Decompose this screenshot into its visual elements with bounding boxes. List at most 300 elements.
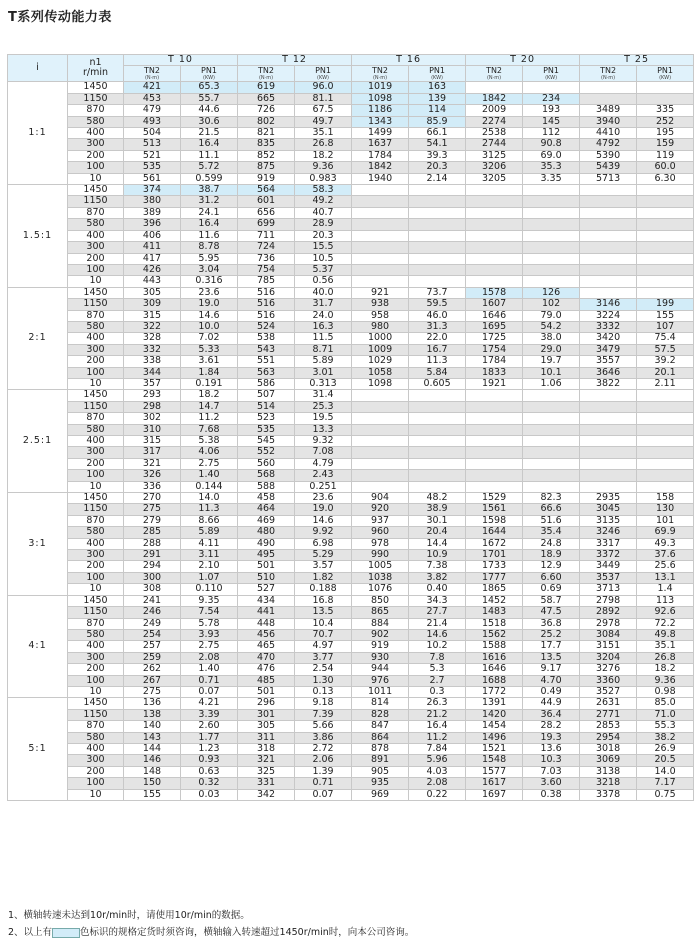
torque-cell: 259 — [124, 652, 181, 663]
torque-cell: 411 — [124, 242, 181, 253]
speed-cell: 400 — [68, 743, 124, 754]
power-cell — [409, 390, 466, 401]
torque-cell: 1019 — [352, 82, 409, 93]
power-cell: 3.86 — [295, 732, 352, 743]
torque-cell — [352, 481, 409, 492]
power-cell: 55.7 — [181, 93, 238, 104]
power-cell: 1.23 — [181, 743, 238, 754]
power-cell: 10.1 — [523, 367, 580, 378]
speed-cell: 1450 — [68, 493, 124, 504]
power-unit: (KW) — [659, 75, 672, 82]
torque-cell: 464 — [238, 504, 295, 515]
torque-cell: 1577 — [466, 766, 523, 777]
torque-cell — [352, 253, 409, 264]
torque-cell — [580, 207, 637, 218]
power-cell: 3.61 — [181, 356, 238, 367]
torque-cell: 560 — [238, 458, 295, 469]
speed-cell: 400 — [68, 436, 124, 447]
power-cell: 18.2 — [637, 664, 694, 675]
table-row — [8, 116, 694, 127]
torque-cell: 321 — [124, 458, 181, 469]
power-cell — [409, 219, 466, 230]
speed-cell: 1450 — [68, 698, 124, 709]
torque-subheader — [580, 66, 637, 82]
power-cell: 20.5 — [637, 755, 694, 766]
torque-cell: 465 — [238, 641, 295, 652]
power-cell: 17.7 — [523, 641, 580, 652]
torque-cell: 426 — [124, 264, 181, 275]
power-cell: 16.7 — [409, 344, 466, 355]
torque-cell: 148 — [124, 766, 181, 777]
table-row — [8, 367, 694, 378]
power-cell — [637, 242, 694, 253]
torque-cell: 332 — [124, 344, 181, 355]
speed-cell: 1150 — [68, 504, 124, 515]
speed-cell: 10 — [68, 686, 124, 697]
speed-cell: 580 — [68, 116, 124, 127]
power-cell: 49.3 — [637, 538, 694, 549]
torque-cell: 2978 — [580, 618, 637, 629]
torque-cell: 969 — [352, 789, 409, 800]
torque-cell: 262 — [124, 664, 181, 675]
power-cell: 26.3 — [409, 698, 466, 709]
torque-cell — [352, 436, 409, 447]
torque-cell: 374 — [124, 185, 181, 196]
torque-label: TN2 — [600, 66, 617, 76]
power-cell: 0.71 — [295, 778, 352, 789]
power-cell: 9.32 — [295, 436, 352, 447]
speed-cell: 870 — [68, 413, 124, 424]
torque-cell: 2798 — [580, 595, 637, 606]
torque-cell: 3489 — [580, 105, 637, 116]
torque-cell — [466, 242, 523, 253]
power-cell: 13.1 — [637, 572, 694, 583]
torque-cell — [352, 401, 409, 412]
table-row — [8, 93, 694, 104]
power-cell: 0.110 — [181, 584, 238, 595]
power-cell: 19.0 — [181, 299, 238, 310]
power-cell — [523, 242, 580, 253]
torque-cell: 847 — [352, 721, 409, 732]
power-cell: 3.39 — [181, 709, 238, 720]
power-cell: 1.30 — [295, 675, 352, 686]
speed-cell: 400 — [68, 333, 124, 344]
power-cell — [637, 458, 694, 469]
table-row — [8, 664, 694, 675]
power-cell — [637, 207, 694, 218]
power-cell: 163 — [409, 82, 466, 93]
torque-cell: 538 — [238, 333, 295, 344]
power-cell: 1.84 — [181, 367, 238, 378]
table-row — [8, 173, 694, 184]
power-cell: 31.7 — [295, 299, 352, 310]
torque-cell: 270 — [124, 493, 181, 504]
torque-cell: 1672 — [466, 538, 523, 549]
torque-cell: 1548 — [466, 755, 523, 766]
table-body — [8, 82, 694, 801]
power-cell: 2.75 — [181, 641, 238, 652]
torque-cell — [352, 230, 409, 241]
table-row — [8, 139, 694, 150]
ratio-cell: 3:1 — [8, 493, 68, 596]
power-cell: 16.8 — [295, 595, 352, 606]
torque-cell — [466, 470, 523, 481]
table-row — [8, 595, 694, 606]
power-cell: 85.0 — [637, 698, 694, 709]
table-row — [8, 287, 694, 298]
ratio-header: i — [8, 55, 68, 82]
power-cell: 36.4 — [523, 709, 580, 720]
speed-cell: 580 — [68, 424, 124, 435]
torque-cell: 2771 — [580, 709, 637, 720]
power-cell: 7.84 — [409, 743, 466, 754]
torque-cell: 3420 — [580, 333, 637, 344]
speed-cell: 200 — [68, 664, 124, 675]
power-cell: 0.69 — [523, 584, 580, 595]
torque-cell: 1842 — [352, 162, 409, 173]
speed-cell: 300 — [68, 755, 124, 766]
table-row — [8, 538, 694, 549]
power-cell: 92.6 — [637, 607, 694, 618]
power-cell: 38.7 — [181, 185, 238, 196]
torque-cell: 342 — [238, 789, 295, 800]
torque-cell: 1058 — [352, 367, 409, 378]
torque-cell: 305 — [124, 287, 181, 298]
power-cell — [637, 276, 694, 287]
power-cell: 69.9 — [637, 527, 694, 538]
power-cell: 4.21 — [181, 698, 238, 709]
power-cell: 23.6 — [295, 493, 352, 504]
torque-cell: 241 — [124, 595, 181, 606]
torque-cell — [466, 436, 523, 447]
speed-cell: 870 — [68, 618, 124, 629]
torque-cell — [466, 401, 523, 412]
torque-cell: 434 — [238, 595, 295, 606]
table-row — [8, 105, 694, 116]
table-row — [8, 196, 694, 207]
speed-cell: 1450 — [68, 82, 124, 93]
torque-unit: (N·m) — [601, 75, 616, 82]
torque-cell: 507 — [238, 390, 295, 401]
power-cell — [523, 82, 580, 93]
power-label: PN1 — [201, 66, 217, 76]
torque-cell: 1833 — [466, 367, 523, 378]
footnotes — [8, 907, 414, 941]
power-cell: 158 — [637, 493, 694, 504]
table-row — [8, 481, 694, 492]
table-row — [8, 675, 694, 686]
speed-cell: 580 — [68, 219, 124, 230]
power-cell: 44.9 — [523, 698, 580, 709]
power-cell: 9.36 — [295, 162, 352, 173]
torque-cell: 458 — [238, 493, 295, 504]
power-cell — [523, 447, 580, 458]
torque-cell — [466, 185, 523, 196]
torque-cell: 3372 — [580, 550, 637, 561]
torque-cell: 1784 — [466, 356, 523, 367]
torque-cell: 501 — [238, 561, 295, 572]
torque-cell: 2892 — [580, 607, 637, 618]
torque-cell — [580, 401, 637, 412]
power-cell: 7.17 — [637, 778, 694, 789]
speed-cell: 1150 — [68, 196, 124, 207]
torque-cell: 421 — [124, 82, 181, 93]
table-row — [8, 698, 694, 709]
table-row — [8, 230, 694, 241]
table-row — [8, 618, 694, 629]
torque-cell: 1098 — [352, 93, 409, 104]
power-cell: 49.8 — [637, 629, 694, 640]
power-cell — [637, 230, 694, 241]
power-cell: 25.3 — [295, 401, 352, 412]
torque-cell: 317 — [124, 447, 181, 458]
table-row — [8, 299, 694, 310]
power-cell: 39.3 — [409, 150, 466, 161]
torque-cell: 514 — [238, 401, 295, 412]
power-subheader — [409, 66, 466, 82]
ratio-cell: 2:1 — [8, 287, 68, 390]
table-row — [8, 652, 694, 663]
table-row — [8, 424, 694, 435]
power-cell: 19.7 — [523, 356, 580, 367]
power-cell: 31.3 — [409, 321, 466, 332]
power-cell: 5.29 — [295, 550, 352, 561]
torque-cell: 1561 — [466, 504, 523, 515]
power-cell: 14.4 — [409, 538, 466, 549]
power-cell: 27.7 — [409, 607, 466, 618]
torque-cell: 2274 — [466, 116, 523, 127]
speed-label: n1 — [89, 56, 102, 68]
torque-cell: 864 — [352, 732, 409, 743]
power-cell: 9.35 — [181, 595, 238, 606]
torque-cell: 476 — [238, 664, 295, 675]
power-cell: 4.97 — [295, 641, 352, 652]
power-cell — [637, 287, 694, 298]
torque-unit: (N·m) — [486, 75, 502, 82]
power-cell — [523, 264, 580, 275]
power-unit: (KW) — [545, 75, 558, 82]
power-cell: 21.5 — [181, 128, 238, 139]
speed-cell: 300 — [68, 550, 124, 561]
power-cell: 2.14 — [409, 173, 466, 184]
torque-cell: 3940 — [580, 116, 637, 127]
torque-cell — [352, 390, 409, 401]
speed-cell: 870 — [68, 310, 124, 321]
torque-cell: 938 — [352, 299, 409, 310]
power-cell — [637, 219, 694, 230]
torque-cell: 1483 — [466, 607, 523, 618]
power-cell — [409, 242, 466, 253]
power-cell: 195 — [637, 128, 694, 139]
speed-cell: 200 — [68, 150, 124, 161]
power-cell: 57.5 — [637, 344, 694, 355]
torque-cell — [352, 264, 409, 275]
torque-cell: 150 — [124, 778, 181, 789]
torque-cell — [466, 219, 523, 230]
torque-cell: 1391 — [466, 698, 523, 709]
power-unit: (KW) — [203, 75, 215, 82]
power-cell — [523, 253, 580, 264]
torque-cell: 1777 — [466, 572, 523, 583]
torque-cell — [352, 458, 409, 469]
torque-cell: 1098 — [352, 378, 409, 389]
torque-cell — [466, 413, 523, 424]
table-row — [8, 584, 694, 595]
torque-cell: 2744 — [466, 139, 523, 150]
torque-cell: 254 — [124, 629, 181, 640]
power-cell: 16.4 — [181, 139, 238, 150]
torque-cell: 1588 — [466, 641, 523, 652]
table-row — [8, 356, 694, 367]
torque-cell — [580, 230, 637, 241]
footnote-2-text: 色标识的规格定货时须咨询，横轴输入转速超过1450r/min时，向本公司咨询。 — [80, 927, 415, 938]
torque-cell — [352, 207, 409, 218]
torque-cell: 279 — [124, 515, 181, 526]
torque-cell: 884 — [352, 618, 409, 629]
torque-cell: 510 — [238, 572, 295, 583]
torque-label: TN2 — [258, 66, 274, 76]
power-cell: 8.78 — [181, 242, 238, 253]
torque-cell: 711 — [238, 230, 295, 241]
speed-cell: 10 — [68, 378, 124, 389]
torque-cell: 821 — [238, 128, 295, 139]
power-cell: 2.75 — [181, 458, 238, 469]
power-cell: 12.9 — [523, 561, 580, 572]
torque-cell: 944 — [352, 664, 409, 675]
table-row — [8, 789, 694, 800]
power-cell — [523, 276, 580, 287]
power-cell: 9.18 — [295, 698, 352, 709]
torque-cell: 318 — [238, 743, 295, 754]
torque-cell: 561 — [124, 173, 181, 184]
power-cell: 14.0 — [181, 493, 238, 504]
table-row — [8, 709, 694, 720]
torque-cell: 878 — [352, 743, 409, 754]
power-cell: 65.3 — [181, 82, 238, 93]
power-cell — [637, 413, 694, 424]
torque-cell: 298 — [124, 401, 181, 412]
torque-cell: 5713 — [580, 173, 637, 184]
power-cell: 18.2 — [181, 390, 238, 401]
power-cell: 31.4 — [295, 390, 352, 401]
torque-cell: 990 — [352, 550, 409, 561]
speed-cell: 400 — [68, 128, 124, 139]
power-cell: 21.4 — [409, 618, 466, 629]
power-cell — [523, 458, 580, 469]
power-cell: 0.3 — [409, 686, 466, 697]
torque-cell — [466, 447, 523, 458]
torque-cell: 3479 — [580, 344, 637, 355]
torque-cell: 3332 — [580, 321, 637, 332]
torque-cell: 146 — [124, 755, 181, 766]
power-cell: 29.0 — [523, 344, 580, 355]
table-row — [8, 641, 694, 652]
power-cell: 5.72 — [181, 162, 238, 173]
torque-cell: 619 — [238, 82, 295, 93]
power-cell: 51.6 — [523, 515, 580, 526]
power-cell: 0.599 — [181, 173, 238, 184]
power-cell: 1.06 — [523, 378, 580, 389]
torque-cell: 336 — [124, 481, 181, 492]
footnote-2 — [8, 924, 414, 941]
power-cell — [523, 219, 580, 230]
torque-cell: 315 — [124, 310, 181, 321]
torque-cell: 726 — [238, 105, 295, 116]
power-cell: 7.03 — [523, 766, 580, 777]
torque-cell: 294 — [124, 561, 181, 572]
torque-cell: 380 — [124, 196, 181, 207]
power-cell: 73.7 — [409, 287, 466, 298]
model-header-t10: T 10 — [124, 55, 238, 66]
torque-cell: 875 — [238, 162, 295, 173]
speed-cell: 400 — [68, 641, 124, 652]
power-cell: 0.191 — [181, 378, 238, 389]
power-cell: 5.89 — [181, 527, 238, 538]
power-cell: 119 — [637, 150, 694, 161]
torque-cell: 588 — [238, 481, 295, 492]
torque-cell: 1725 — [466, 333, 523, 344]
power-cell: 21.2 — [409, 709, 466, 720]
torque-cell: 3205 — [466, 173, 523, 184]
torque-cell: 665 — [238, 93, 295, 104]
torque-cell: 257 — [124, 641, 181, 652]
torque-cell: 3135 — [580, 515, 637, 526]
speed-cell: 580 — [68, 629, 124, 640]
power-cell: 10.4 — [295, 618, 352, 629]
torque-cell: 904 — [352, 493, 409, 504]
power-subheader — [637, 66, 694, 82]
power-cell — [637, 82, 694, 93]
power-cell: 0.56 — [295, 276, 352, 287]
power-cell: 5.66 — [295, 721, 352, 732]
torque-cell: 249 — [124, 618, 181, 629]
torque-cell: 490 — [238, 538, 295, 549]
power-cell: 23.6 — [181, 287, 238, 298]
torque-cell: 470 — [238, 652, 295, 663]
torque-cell — [580, 276, 637, 287]
power-cell: 1.40 — [181, 470, 238, 481]
torque-cell: 516 — [238, 310, 295, 321]
power-cell: 193 — [523, 105, 580, 116]
power-cell: 24.0 — [295, 310, 352, 321]
speed-cell: 200 — [68, 561, 124, 572]
power-cell — [637, 481, 694, 492]
torque-cell: 586 — [238, 378, 295, 389]
table-row — [8, 515, 694, 526]
power-cell: 7.39 — [295, 709, 352, 720]
power-cell: 145 — [523, 116, 580, 127]
speed-cell: 1450 — [68, 390, 124, 401]
table-row — [8, 253, 694, 264]
power-cell: 9.92 — [295, 527, 352, 538]
power-cell: 20.3 — [295, 230, 352, 241]
table-row — [8, 436, 694, 447]
torque-cell — [466, 207, 523, 218]
torque-cell: 1733 — [466, 561, 523, 572]
torque-cell: 285 — [124, 527, 181, 538]
speed-cell: 100 — [68, 264, 124, 275]
power-cell: 11.3 — [181, 504, 238, 515]
power-cell: 46.0 — [409, 310, 466, 321]
table-row — [8, 401, 694, 412]
power-cell: 0.75 — [637, 789, 694, 800]
torque-cell — [466, 230, 523, 241]
power-cell: 28.9 — [295, 219, 352, 230]
torque-cell: 930 — [352, 652, 409, 663]
torque-cell: 568 — [238, 470, 295, 481]
torque-cell: 1784 — [352, 150, 409, 161]
power-cell: 4.03 — [409, 766, 466, 777]
